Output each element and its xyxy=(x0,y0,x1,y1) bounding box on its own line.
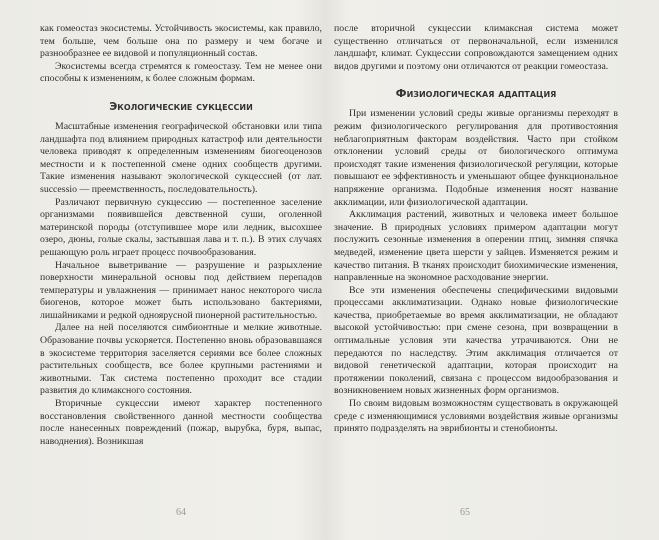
paragraph: после вторичной сукцессии климаксная система может существенно отличаться от первоначальной, если изменился ландшафт, климат. Сукцессии сопровождаются замещением одних видов другими и поэтому они отличаются от реакции гомеостаза. xyxy=(334,23,618,72)
paragraph: При изменении условий среды живые организмы переходят в режим физиологического регулирования для противостояния неблагоприятным факторам воздействия. Часто при стойком отклонении условий среды от биологического оптимума происходят такие изменения физиологической регуляции, которые повышают ее эффективность и уменьшают общее функциональное напряжение организма. Подобные изменения носят название акклимации, или физиологической адаптации. xyxy=(334,108,618,208)
paragraph: Масштабные изменения географической обстановки или типа ландшафта под влиянием природных катастроф или деятельности человека приводят к определенным изменениям биогеоценозов местности и к постепенной смене одних сообществ другими. Такие изменения называют экологической сукцессией (от лат. successio — преемственность, последовательность). xyxy=(40,120,322,195)
right-page xyxy=(334,0,618,540)
left-page xyxy=(40,0,322,540)
paragraph: Далее на ней поселяются симбионтные и мелкие животные. Образование почвы ускоряется. Постепенно вновь образовавшаяся в экосистеме территория заселяется сериями все более сложных растительных сообществ, все более крупными растениями и животными. Так система постепенно проходит все стадии развития до климаксного состояния. xyxy=(40,322,322,397)
paragraph: Акклимация растений, животных и человека имеет большое значение. В природных условиях примером адаптации могут послужить сезонные изменения в оперении птиц, зимняя спячка медведей, изменение цвета шерсти у зайцев. Изменяется режим и качество питания. В тканях происходит биохимические изменения, направленные на экономное расходование энергии. xyxy=(334,209,618,284)
paragraph: Вторичные сукцессии имеют характер постепенного восстановления свойственного данной местности сообщества после нанесенных повреждений (пожар, вырубка, буря, выпас, наводнения). Возникшая xyxy=(40,398,322,447)
section-heading: Экологические сукцессии xyxy=(109,99,253,113)
paragraph: как гомеостаз экосистемы. Устойчивость экосистемы, как правило, тем больше, чем больше она по размеру и чем богаче и разнообразнее ее видовой и популяционный состав. xyxy=(40,23,322,60)
section-heading: Физиологическая адаптация xyxy=(395,87,557,101)
paragraph: По своим видовым возможностям существовать в окружающей среде с изменяющимися условиями воздействия живые организмы принято подразделять на эврибионты и стенобионты. xyxy=(334,398,618,435)
page-number: 64 xyxy=(176,507,186,518)
paragraph: Начальное выветривание — разрушение и разрыхление поверхности минеральной основы под действием перепадов температуры и увлажнения — принимает нанос некоторого числа биогенов, которое может быть использовано бактериями, лишайниками и редкой одноярусной пионерной растительностью. xyxy=(40,259,322,321)
paragraph: Экосистемы всегда стремятся к гомеостазу. Тем не менее они способны к изменениям, к более сложным формам. xyxy=(40,60,322,85)
page-number: 65 xyxy=(460,507,470,518)
paragraph: Все эти изменения обеспечены специфическими видовыми процессами акклиматизации. Однако новые физиологические качества, приобретаемые во время акклиматизации, не обладают высокой устойчивостью: при смене сезона, при возвращении в оптимальные условия эти качества утрачиваются. Они не передаются по наследству. Этим акклимация отличается от видовой генетической адаптации, которая происходит на протяжении поколений, связана с процессом видообразования и возникновением новых жизненных форм организмов. xyxy=(334,284,618,397)
paragraph: Различают первичную сукцессию — постепенное заселение организмами появившейся девственной суши, оголенной материнской породы (отступившее море или ледник, высохшее озеро, дюны, голые скалы, застывшая лава и т. п.). В этих случаях решающую роль играет процесс почвообразования. xyxy=(40,196,322,258)
